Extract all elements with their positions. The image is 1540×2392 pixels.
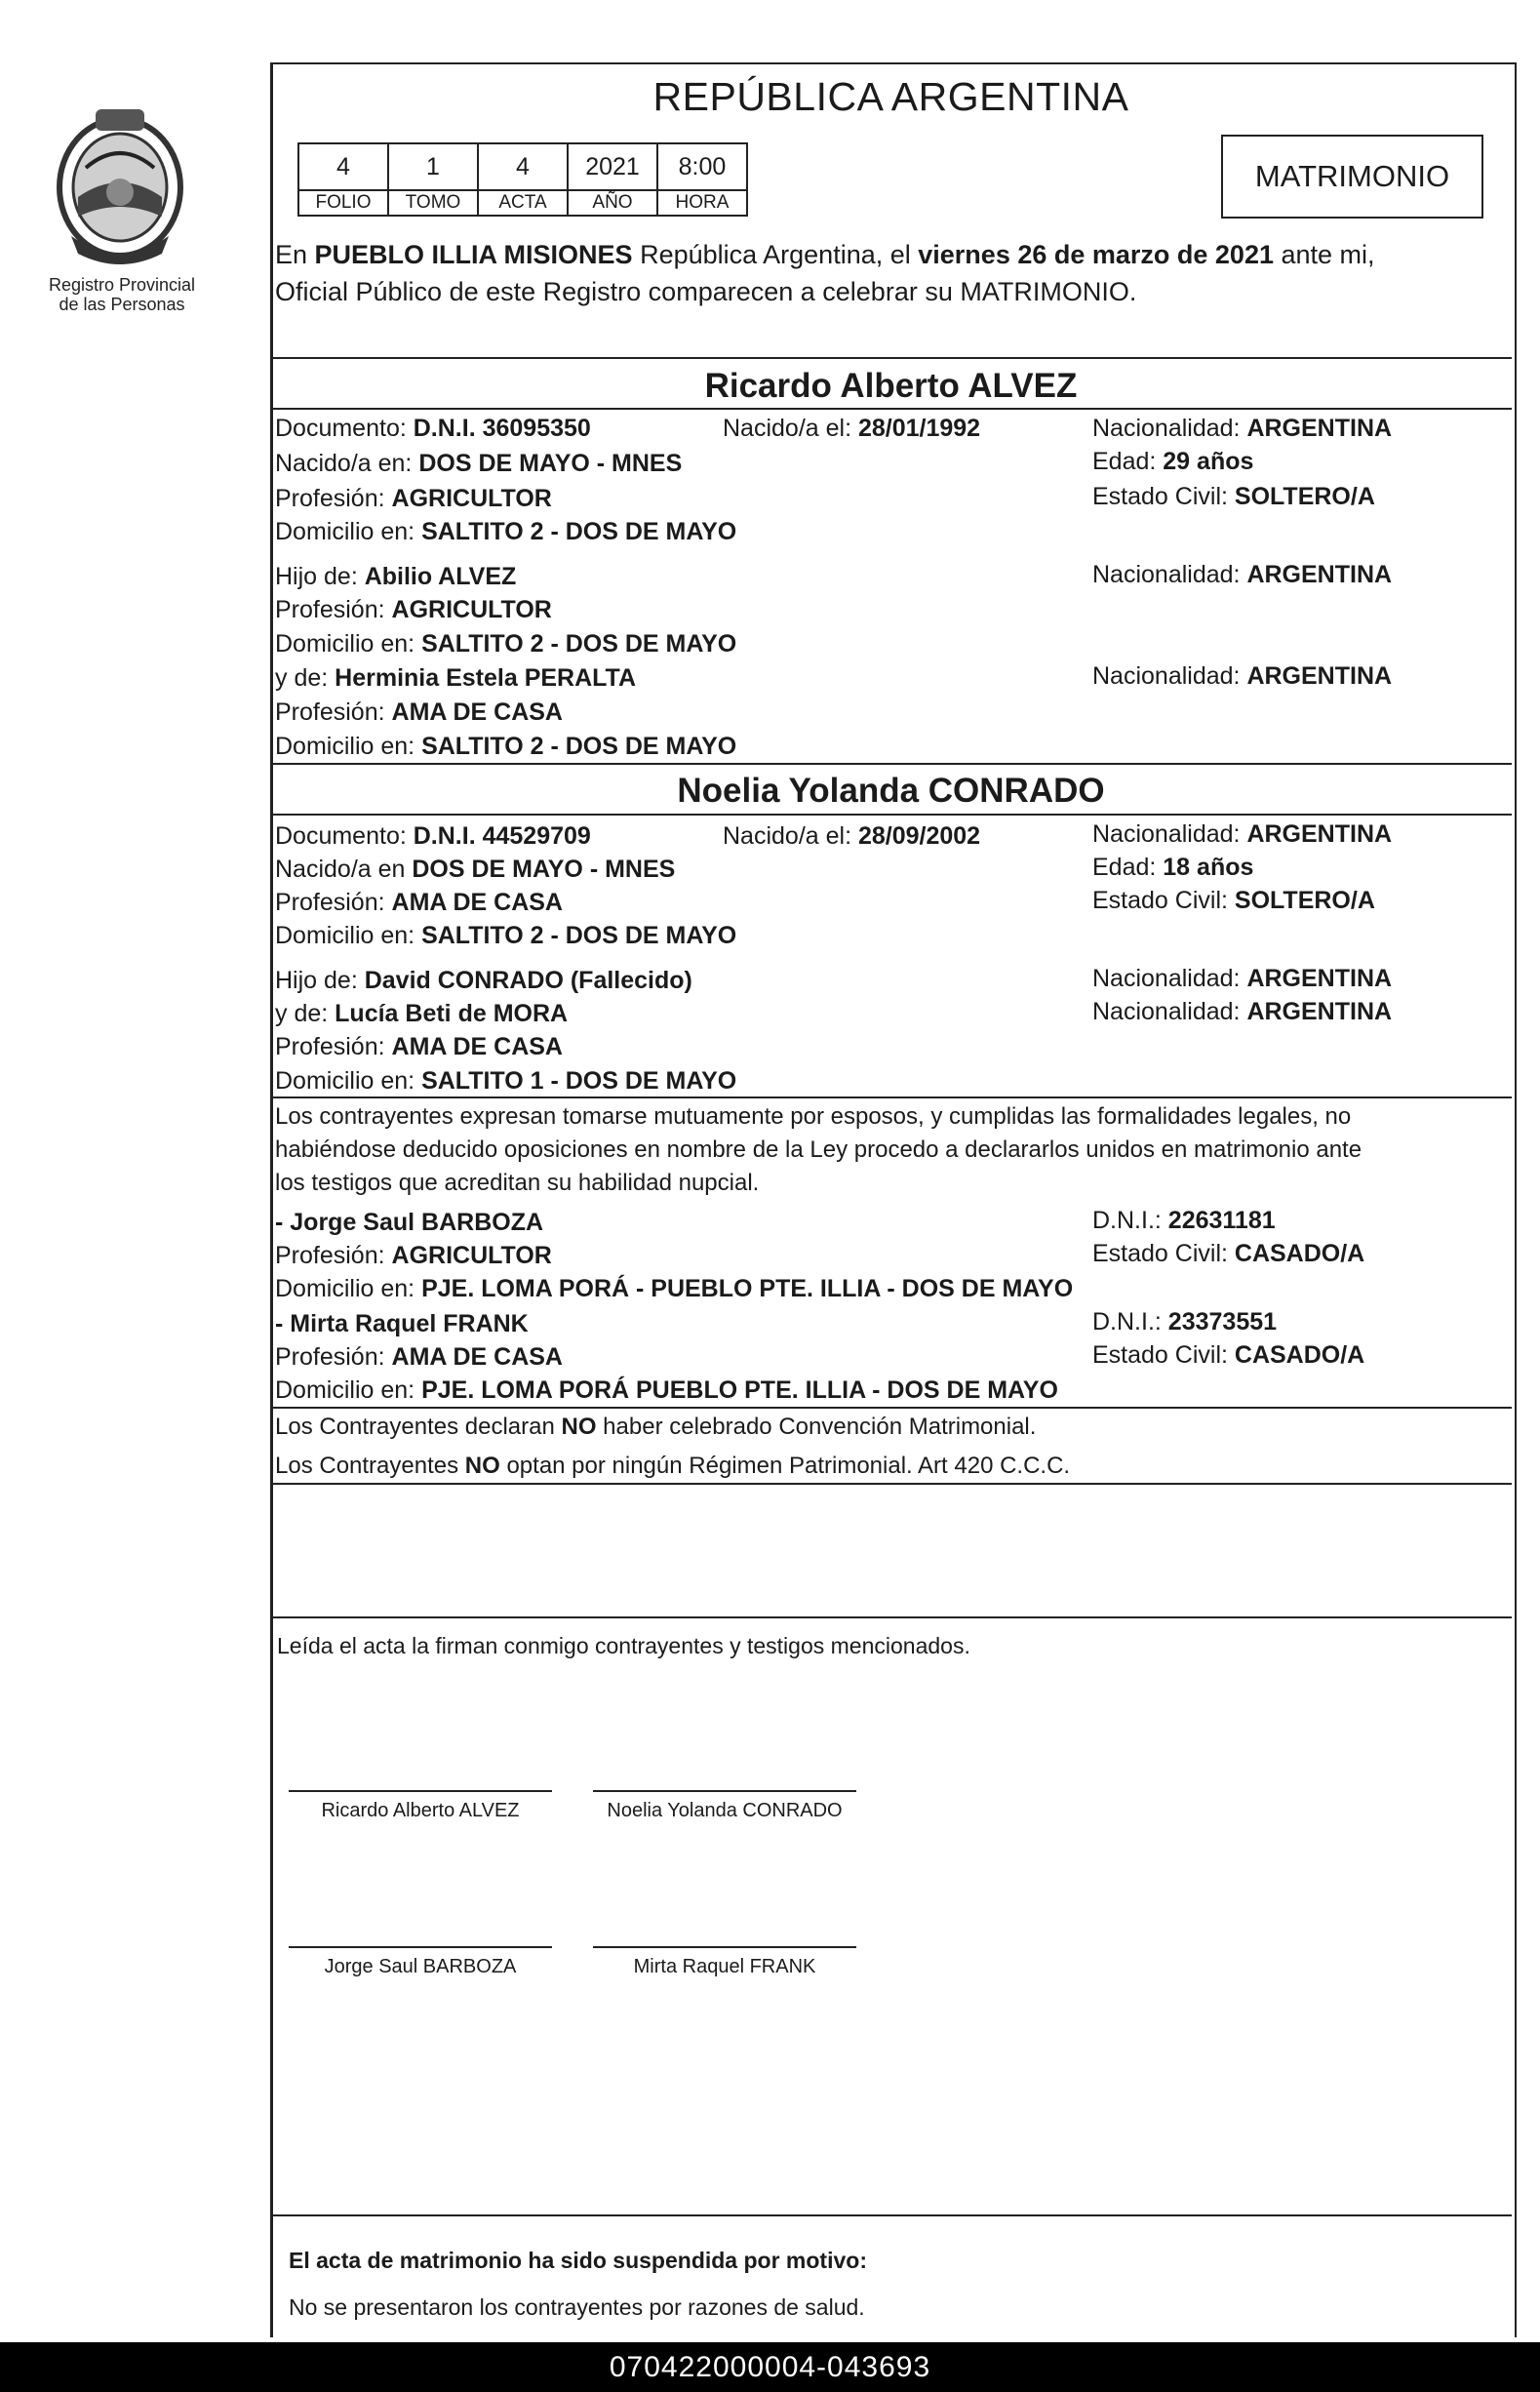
value: AMA DE CASA	[391, 1343, 563, 1371]
divider	[272, 1616, 1512, 1618]
bride-father-nacionalidad	[1092, 962, 1392, 995]
label: Documento:	[275, 822, 414, 850]
label: Nacionalidad:	[1092, 998, 1247, 1025]
label: Profesión:	[275, 485, 392, 512]
anio-label: AÑO	[568, 190, 657, 216]
groom-father-profesion	[275, 593, 552, 626]
groom-estado-civil	[1092, 480, 1375, 513]
divider	[272, 814, 1512, 816]
registry-line-2: de las Personas	[59, 295, 185, 314]
folio-label: FOLIO	[298, 190, 388, 216]
value: DOS DE MAYO - MNES	[418, 450, 683, 477]
witness-1-domicilio	[275, 1272, 1073, 1305]
text: Los Contrayentes declaran	[275, 1414, 562, 1440]
value: SALTITO 2 - DOS DE MAYO	[421, 630, 737, 658]
groom-mother-nacionalidad	[1092, 659, 1392, 693]
value: Lucía Beti de MORA	[335, 1000, 569, 1027]
bride-name: Noelia Yolanda CONRADO	[677, 772, 1105, 810]
witness-1-estado-civil	[1092, 1237, 1364, 1270]
value: Herminia Estela PERALTA	[335, 664, 637, 692]
value: D.N.I. 44529709	[413, 822, 591, 850]
suspension-title: El acta de matrimonio ha sido suspendida por motivo:	[289, 2248, 867, 2273]
value: AGRICULTOR	[391, 485, 552, 512]
witness-1-dni	[1092, 1204, 1276, 1237]
tomo-value: 1	[388, 143, 478, 190]
label: Nacionalidad:	[1092, 965, 1247, 992]
bride-mother	[275, 997, 568, 1030]
witness-2-domicilio	[275, 1374, 1058, 1407]
label: Domicilio en:	[275, 922, 422, 949]
anio-value: 2021	[568, 143, 657, 190]
bride-mother-profesion	[275, 1030, 563, 1063]
label: Nacionalidad:	[1092, 561, 1247, 588]
label: Edad:	[1092, 448, 1164, 475]
label: Nacido/a en	[275, 856, 413, 883]
value: SALTITO 1 - DOS DE MAYO	[421, 1067, 737, 1095]
label: Profesión:	[275, 596, 392, 623]
witness-1-profesion	[275, 1239, 552, 1272]
label: Nacionalidad:	[1092, 820, 1247, 848]
intro-place: PUEBLO ILLIA MISIONES	[314, 240, 633, 269]
suspension-reason: No se presentaron los contrayentes por razones de salud.	[289, 2294, 865, 2320]
intro-line-2: Oficial Público de este Registro comparecen a celebrar su MATRIMONIO.	[275, 277, 1137, 306]
value: ARGENTINA	[1246, 820, 1393, 848]
groom-mother	[275, 661, 636, 695]
document-barcode-number: 070422000004-043693	[0, 2342, 1540, 2392]
value: DOS DE MAYO - MNES	[412, 856, 676, 883]
declaration-line-3: los testigos que acreditan su habilidad nupcial.	[275, 1170, 760, 1196]
hora-label: HORA	[657, 190, 747, 216]
value: ARGENTINA	[1246, 561, 1393, 588]
value: ARGENTINA	[1246, 965, 1393, 992]
label: Profesión:	[275, 1343, 392, 1371]
value: Abilio ALVEZ	[364, 563, 517, 590]
groom-nacido-en	[275, 447, 682, 480]
label: Edad:	[1092, 854, 1164, 881]
divider	[272, 1483, 1512, 1485]
label: Nacido/a el:	[723, 822, 858, 850]
witness-2-profesion	[275, 1340, 563, 1374]
bride-nacido-en	[275, 853, 675, 886]
groom-mother-profesion	[275, 696, 563, 729]
emphasis: NO	[464, 1453, 500, 1479]
value: 28/09/2002	[857, 822, 981, 850]
bride-documento	[275, 819, 591, 853]
value: SOLTERO/A	[1234, 483, 1375, 510]
value: PJE. LOMA PORÁ PUEBLO PTE. ILLIA - DOS DE MAYO	[421, 1376, 1058, 1404]
value: AMA DE CASA	[391, 1033, 563, 1060]
label: Estado Civil:	[1092, 887, 1235, 914]
folio-value: 4	[298, 143, 388, 190]
value: 22631181	[1167, 1207, 1276, 1234]
closing-text: Leída el acta la firman conmigo contrayentes y testigos mencionados.	[277, 1633, 970, 1658]
bride-mother-nacionalidad	[1092, 995, 1392, 1028]
acta-label: ACTA	[478, 190, 568, 216]
text: Los Contrayentes	[275, 1453, 465, 1479]
declaration-line-2: habiéndose deducido oposiciones en nombre de la Ley procedo a declararlos unidos en matrimonio ante	[275, 1136, 1362, 1163]
intro-line-1	[275, 238, 1375, 271]
witness-2-estado-civil	[1092, 1338, 1364, 1372]
label: Domicilio en:	[275, 630, 422, 658]
witness-1-name: - Jorge Saul BARBOZA	[275, 1209, 544, 1236]
label: y de:	[275, 664, 336, 692]
label: Nacido/a en:	[275, 450, 419, 477]
groom-documento	[275, 412, 591, 445]
value: AMA DE CASA	[391, 698, 563, 726]
label: y de:	[275, 1000, 336, 1027]
declaration-line-1: Los contrayentes expresan tomarse mutuamente por esposos, y cumplidas las formalidades legales, no	[275, 1103, 1352, 1130]
value: ARGENTINA	[1246, 662, 1393, 690]
groom-domicilio	[275, 515, 736, 548]
convention-line-1	[275, 1411, 1036, 1444]
bride-nacionalidad	[1092, 817, 1392, 851]
hora-value: 8:00	[657, 143, 747, 190]
label: Domicilio en:	[275, 518, 422, 545]
bride-estado-civil	[1092, 884, 1375, 917]
groom-name: Ricardo Alberto ALVEZ	[704, 367, 1078, 405]
witness-2-name: - Mirta Raquel FRANK	[275, 1310, 529, 1337]
intro-mid: República Argentina, el	[632, 240, 919, 269]
label: Nacido/a el:	[723, 415, 858, 442]
value: ARGENTINA	[1246, 998, 1393, 1025]
label: Profesión:	[275, 698, 392, 726]
label: Domicilio en:	[275, 1275, 422, 1302]
divider	[272, 357, 1512, 359]
bride-mother-domicilio	[275, 1064, 736, 1097]
value: CASADO/A	[1234, 1341, 1365, 1369]
value: ARGENTINA	[1246, 415, 1393, 442]
label: Documento:	[275, 415, 414, 442]
label: Profesión:	[275, 889, 392, 916]
bride-nacido-el	[723, 819, 980, 853]
document-type-box: MATRIMONIO	[1221, 135, 1483, 219]
label: Nacionalidad:	[1092, 662, 1247, 690]
signature-bride: Noelia Yolanda CONRADO	[593, 1790, 856, 1822]
value: SALTITO 2 - DOS DE MAYO	[421, 518, 737, 545]
divider	[272, 2214, 1512, 2216]
signature-groom: Ricardo Alberto ALVEZ	[289, 1790, 552, 1822]
label: Domicilio en:	[275, 733, 422, 760]
value: David CONRADO (Fallecido)	[364, 967, 692, 994]
record-number-table	[297, 142, 748, 217]
label: Estado Civil:	[1092, 1240, 1235, 1267]
value: 28/01/1992	[857, 415, 981, 442]
value: 29 años	[1163, 448, 1254, 475]
text: optan por ningún Régimen Patrimonial. Art 420 C.C.C.	[499, 1453, 1071, 1479]
value: SOLTERO/A	[1234, 887, 1375, 914]
label: Nacionalidad:	[1092, 415, 1247, 442]
convention-line-2	[275, 1450, 1070, 1483]
value: PJE. LOMA PORÁ - PUEBLO PTE. ILLIA - DOS DE MAYO	[421, 1275, 1074, 1302]
groom-father-domicilio	[275, 627, 736, 660]
divider	[272, 408, 1512, 410]
value: 18 años	[1163, 854, 1254, 881]
value: CASADO/A	[1234, 1240, 1365, 1267]
intro-date: viernes 26 de marzo de 2021	[918, 240, 1274, 269]
bride-profesion	[275, 886, 563, 919]
value: AMA DE CASA	[391, 889, 563, 916]
signature-witness-2: Mirta Raquel FRANK	[593, 1946, 856, 1978]
text: haber celebrado Convención Matrimonial.	[596, 1414, 1037, 1440]
emphasis: NO	[561, 1414, 597, 1440]
divider	[272, 763, 1512, 765]
acta-value: 4	[478, 143, 568, 190]
registry-name	[29, 275, 215, 314]
divider	[272, 1407, 1512, 1409]
value: SALTITO 2 - DOS DE MAYO	[421, 733, 737, 760]
page-title: REPÚBLICA ARGENTINA	[652, 74, 1129, 119]
label: Domicilio en:	[275, 1067, 422, 1095]
groom-mother-domicilio	[275, 730, 736, 763]
label: Profesión:	[275, 1242, 392, 1269]
groom-father-nacionalidad	[1092, 558, 1392, 591]
groom-profesion	[275, 482, 552, 515]
groom-nacido-el	[723, 412, 980, 445]
groom-edad	[1092, 445, 1253, 478]
label: Hijo de:	[275, 563, 365, 590]
label: D.N.I.:	[1092, 1207, 1168, 1234]
tomo-label: TOMO	[388, 190, 478, 216]
value: AGRICULTOR	[391, 1242, 552, 1269]
value: SALTITO 2 - DOS DE MAYO	[421, 922, 737, 949]
bride-domicilio	[275, 919, 736, 952]
bride-father	[275, 964, 692, 997]
registry-line-1: Registro Provincial	[48, 275, 196, 295]
signature-witness-1: Jorge Saul BARBOZA	[289, 1946, 552, 1978]
intro-tail: ante mi,	[1273, 240, 1375, 269]
value: D.N.I. 36095350	[413, 415, 591, 442]
label: Estado Civil:	[1092, 1341, 1235, 1369]
label: Estado Civil:	[1092, 483, 1235, 510]
bride-edad	[1092, 851, 1253, 884]
groom-father	[275, 560, 516, 593]
value: AGRICULTOR	[391, 596, 552, 623]
witness-2-dni	[1092, 1305, 1277, 1338]
groom-nacionalidad	[1092, 412, 1392, 445]
label: Hijo de:	[275, 967, 365, 994]
label: Domicilio en:	[275, 1376, 422, 1404]
label: Profesión:	[275, 1033, 392, 1060]
label: D.N.I.:	[1092, 1308, 1168, 1336]
provincial-seal-icon	[37, 100, 203, 265]
divider	[272, 1096, 1512, 1098]
intro-en: En	[275, 240, 315, 269]
value: 23373551	[1167, 1308, 1278, 1336]
